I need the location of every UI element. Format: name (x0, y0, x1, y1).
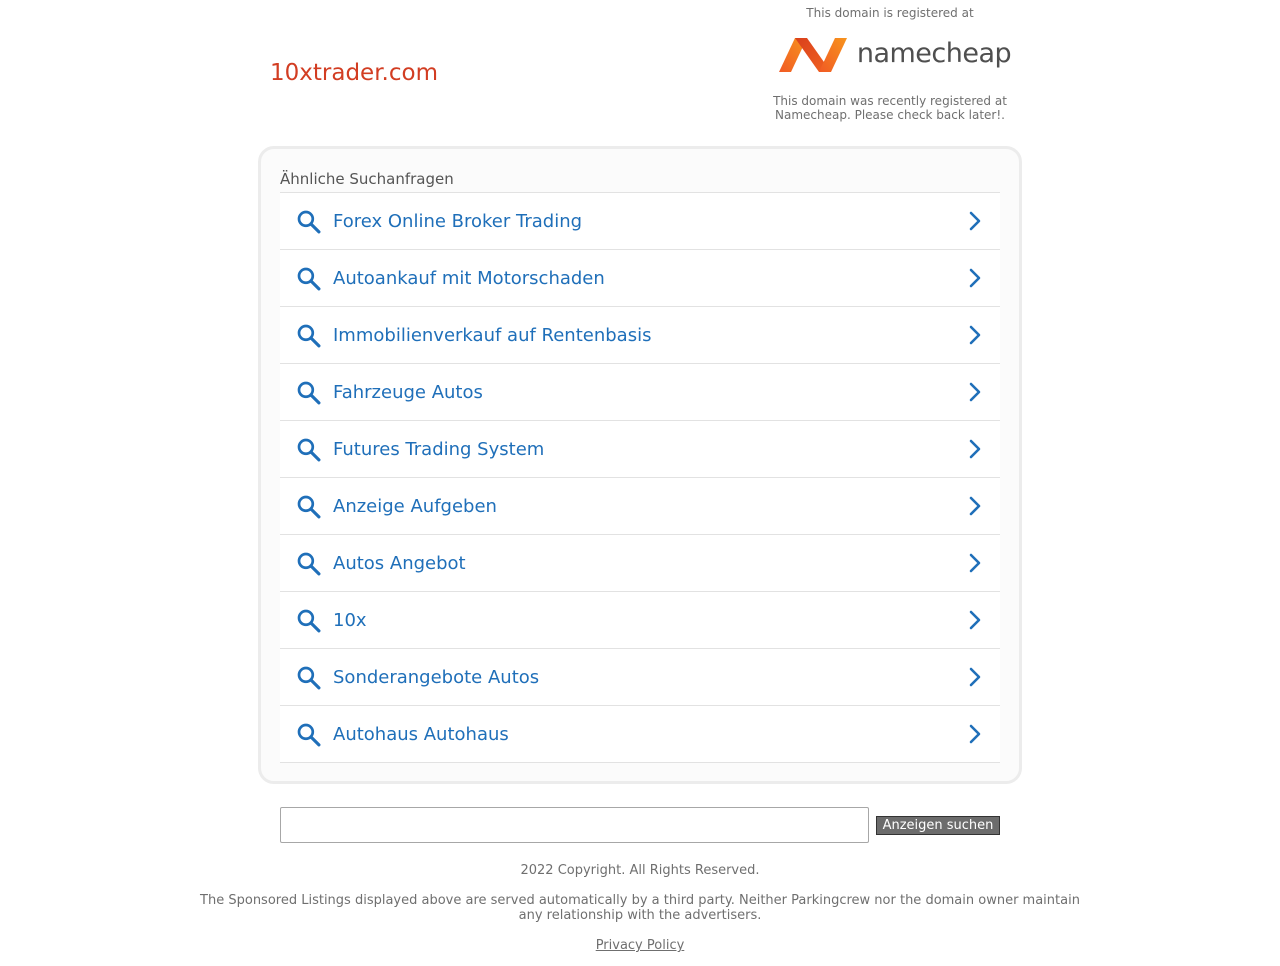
sponsored-disclaimer: The Sponsored Listings displayed above are served automatically by a third party. Neither Parkingcrew nor the domain owner maintain any relationship with the advertisers. (200, 893, 1080, 923)
related-search-item[interactable] (280, 649, 1000, 706)
chevron-right-icon (968, 210, 982, 232)
search-icon (296, 323, 321, 348)
related-search-label: Anzeige Aufgeben (333, 496, 497, 517)
copyright-text: 2022 Copyright. All Rights Reserved. (520, 863, 760, 878)
search-icon (296, 380, 321, 405)
related-search-item[interactable] (280, 364, 1000, 421)
related-search-item[interactable] (280, 250, 1000, 307)
search-icon (296, 551, 321, 576)
related-search-item[interactable] (280, 535, 1000, 592)
related-search-label: Immobilienverkauf auf Rentenbasis (333, 325, 652, 346)
ads-search-button[interactable]: Anzeigen suchen (876, 816, 1000, 835)
related-search-label: Autohaus Autohaus (333, 724, 509, 745)
related-search-item[interactable] (280, 592, 1000, 649)
registered-at-text: This domain is registered at (806, 6, 974, 20)
search-icon (296, 608, 321, 633)
chevron-right-icon (968, 381, 982, 403)
search-icon (296, 722, 321, 747)
chevron-right-icon (968, 324, 982, 346)
namecheap-logo[interactable] (768, 28, 1020, 80)
search-icon (296, 494, 321, 519)
related-search-label: Sonderangebote Autos (333, 667, 540, 688)
chevron-right-icon (968, 723, 982, 745)
related-search-item[interactable] (280, 478, 1000, 535)
search-icon (296, 209, 321, 234)
domain-title: 10xtrader.com (270, 60, 438, 86)
related-searches-list (280, 192, 1000, 763)
related-search-label: Autos Angebot (333, 553, 466, 574)
registrar-block (760, 4, 1020, 122)
chevron-right-icon (968, 438, 982, 460)
related-search-item[interactable] (280, 706, 1000, 763)
related-search-label: Futures Trading System (333, 439, 545, 460)
privacy-policy (0, 937, 1280, 954)
related-searches-heading: Ähnliche Suchanfragen (280, 170, 454, 188)
chevron-right-icon (968, 495, 982, 517)
chevron-right-icon (968, 666, 982, 688)
search-icon (296, 437, 321, 462)
namecheap-logo-icon (777, 34, 849, 74)
search-icon (296, 266, 321, 291)
related-searches-card (258, 146, 1022, 784)
chevron-right-icon (968, 267, 982, 289)
recent-registration-text: This domain was recently registered at Namecheap. Please check back later!. (773, 94, 1007, 122)
privacy-policy-link[interactable]: Privacy Policy (595, 938, 685, 953)
ads-search-input[interactable] (280, 807, 869, 843)
ads-search-form (280, 807, 1000, 843)
related-search-item[interactable] (280, 307, 1000, 364)
chevron-right-icon (968, 609, 982, 631)
namecheap-wordmark: namecheap (856, 38, 1012, 69)
related-search-item[interactable] (280, 421, 1000, 478)
related-search-item[interactable] (280, 193, 1000, 250)
related-search-label: Autoankauf mit Motorschaden (333, 268, 605, 289)
chevron-right-icon (968, 552, 982, 574)
related-search-label: 10x (333, 610, 367, 631)
related-search-label: Fahrzeuge Autos (333, 382, 483, 403)
search-icon (296, 665, 321, 690)
related-search-label: Forex Online Broker Trading (333, 211, 583, 232)
